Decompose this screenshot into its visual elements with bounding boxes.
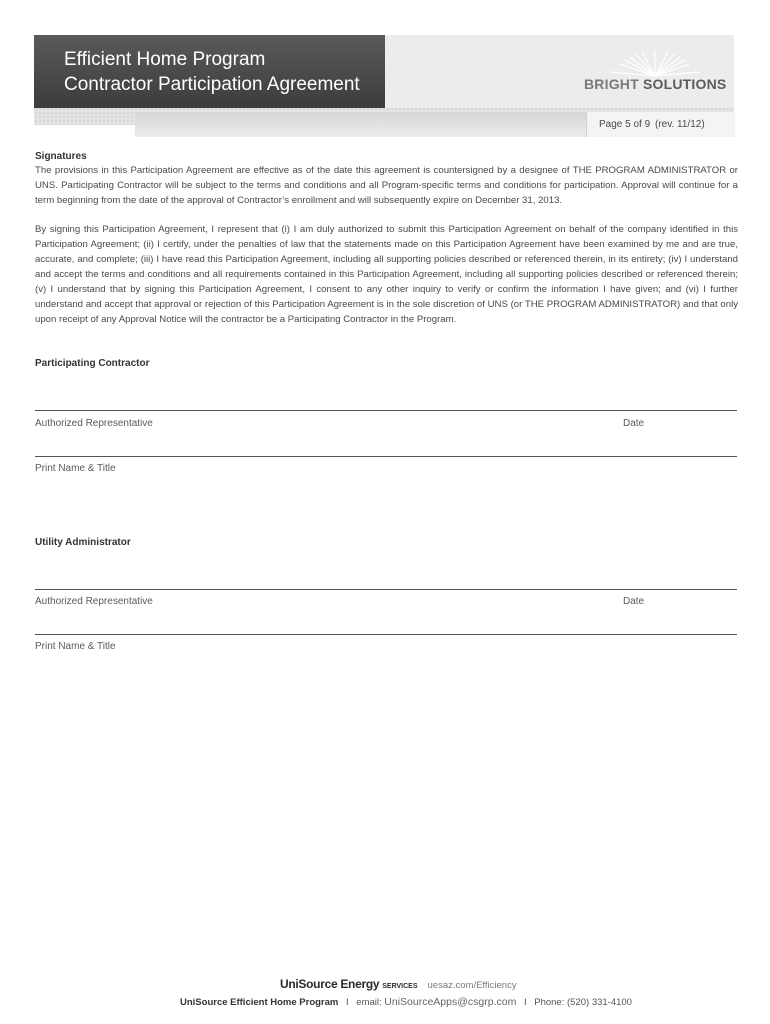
footer-separator: I	[523, 997, 527, 1008]
unisource-logo: UniSource Energy	[280, 977, 380, 991]
footer-email-label: email:	[356, 997, 382, 1008]
contractor-rep-label: Authorized Representative	[35, 418, 153, 429]
contractor-name-label: Print Name & Title	[35, 463, 116, 474]
contractor-name-line[interactable]	[35, 456, 737, 457]
logo-text-solutions: SOLUTIONS	[642, 76, 727, 92]
participating-contractor-heading: Participating Contractor	[35, 358, 150, 369]
page-info	[586, 112, 735, 137]
title-line-1: Efficient Home Program	[64, 49, 266, 70]
utility-name-label: Print Name & Title	[35, 641, 116, 652]
contractor-signature-line[interactable]	[35, 410, 737, 411]
utility-name-line[interactable]	[35, 634, 737, 635]
footer-email[interactable]: UniSourceApps@csgrp.com	[384, 996, 517, 1008]
footer-program-name: UniSource Efficient Home Program	[180, 997, 339, 1008]
signatures-paragraph-1: The provisions in this Participation Agreement are effective as of the date this agreement is countersigned by a designee of THE PROGRAM ADMINISTRATOR or UNS. Participating Contractor will be subject to the terms and conditions and all Program-specific terms and conditions for participation. Approval will continue for a term beginning from the date of the approval of Contractor’s enrollment and will subsequently expire on December 31, 2013.	[35, 165, 738, 206]
document-title	[34, 35, 385, 108]
utility-administrator-heading: Utility Administrator	[35, 537, 131, 548]
unisource-logo-suffix: SERVICES	[382, 983, 418, 990]
signatures-paragraph-2: By signing this Participation Agreement, I represent that (i) I am duly authorized to submit this Participation Agreement on behalf of the company identified in this Participation Agreement; (ii) I certify, under the penalties of law that the statements made on this Participation Agreement have been examined by me and are true, accurate, and complete; (iii) I have read this Participation Agreement, including all supporting policies described or referenced therein, in its entirety; (iv) I understand and accept the terms and conditions and all requirements contained in this Participation Agreement, including all supporting policies described or referenced therein; (v) I understand that by signing this Participation Agreement, I consent to any other inquiry to verify or confirm the information I have given; and (vi) I further understand and accept that approval or rejection of this Participation Agreement is in the sole discretion of UNS (or THE PROGRAM ADMINISTRATOR) and that only upon receipt of any Approval Notice will the contractor be a Participating Contractor in the Program.	[35, 224, 738, 325]
logo-text-bright: BRIGHT	[584, 76, 639, 92]
footer-separator: I	[346, 997, 349, 1008]
utility-signature-line[interactable]	[35, 589, 737, 590]
utility-rep-label: Authorized Representative	[35, 596, 153, 607]
revision-label: (rev. 11/12)	[655, 119, 705, 130]
footer-phone: Phone: (520) 331-4100	[534, 997, 632, 1008]
signatures-heading: Signatures	[35, 151, 87, 162]
title-line-2: Contractor Participation Agreement	[64, 74, 360, 95]
contractor-date-label: Date	[623, 418, 645, 429]
footer-url[interactable]: uesaz.com/Efficiency	[427, 980, 517, 991]
page-number: Page 5 of 9	[599, 119, 651, 130]
footer-brand	[280, 977, 517, 991]
bright-solutions-logo	[584, 76, 726, 92]
utility-date-label: Date	[623, 596, 645, 607]
footer-contact	[180, 996, 632, 1008]
